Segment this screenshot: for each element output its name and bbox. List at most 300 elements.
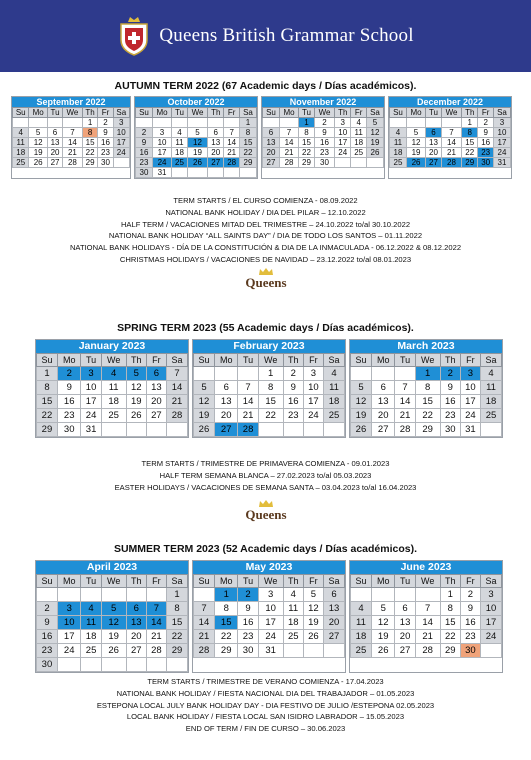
- weekday-header: Mo: [57, 354, 81, 367]
- day-cell: 19: [371, 630, 395, 644]
- day-cell: 10: [258, 602, 283, 616]
- term-note: NATIONAL BANK HOLIDAY “ALL SAINTS DAY” / DIA DE TODO LOS SANTOS – 01.11.2022: [108, 231, 423, 241]
- day-cell: 5: [194, 381, 215, 395]
- day-cell: 6: [47, 128, 62, 138]
- day-cell: 14: [167, 381, 188, 395]
- day-cell: 14: [224, 138, 240, 148]
- day-cell: 16: [238, 616, 258, 630]
- day-cell: 28: [167, 409, 188, 423]
- empty-day-cell: [426, 118, 442, 128]
- day-cell: 23: [37, 644, 58, 658]
- day-cell: 26: [29, 158, 47, 168]
- day-cell: 24: [81, 409, 101, 423]
- term-note: NATIONAL BANK HOLIDAY / DIA DEL PILAR – 12.10.2022: [165, 207, 366, 217]
- day-cell: 4: [81, 602, 101, 616]
- term-note: CHRISTMAS HOLIDAYS / VACACIONES DE NAVIDAD – 23.12.2022 to/al 08.01.2023: [119, 254, 412, 264]
- day-cell: 19: [187, 148, 207, 158]
- day-cell: 6: [426, 128, 442, 138]
- day-cell: 1: [82, 118, 98, 128]
- day-cell: 2: [440, 367, 460, 381]
- empty-day-cell: [395, 367, 415, 381]
- day-cell: 22: [299, 148, 315, 158]
- day-cell: 11: [101, 381, 126, 395]
- day-cell: 10: [335, 128, 351, 138]
- day-cell: 29: [82, 158, 98, 168]
- day-cell: 30: [440, 423, 460, 437]
- day-cell: 12: [406, 138, 425, 148]
- day-cell: 12: [366, 128, 383, 138]
- spring-notes: [0, 458, 531, 493]
- weekday-header: Fr: [303, 575, 323, 588]
- weekday-header: Th: [126, 575, 146, 588]
- weekday-header: Mo: [152, 108, 171, 118]
- day-cell: 25: [351, 148, 367, 158]
- day-cell: 15: [239, 138, 256, 148]
- day-cell: 26: [194, 423, 215, 437]
- weekday-header: Th: [208, 108, 224, 118]
- day-cell: 30: [98, 158, 113, 168]
- day-cell: 27: [324, 630, 345, 644]
- day-cell: 15: [462, 138, 478, 148]
- day-cell: 1: [37, 367, 58, 381]
- day-cell: 24: [152, 158, 171, 168]
- day-cell: 16: [98, 138, 113, 148]
- weekday-header: Sa: [481, 354, 502, 367]
- day-cell: 13: [214, 395, 238, 409]
- empty-day-cell: [481, 423, 502, 437]
- weekday-header: Th: [462, 108, 478, 118]
- day-cell: 4: [13, 128, 29, 138]
- term-note: TERM STARTS / TRIMESTRE DE PRIMAVERA COMIENZA - 09.01.2023: [141, 459, 390, 468]
- day-cell: 20: [426, 148, 442, 158]
- weekday-header: Su: [37, 575, 58, 588]
- empty-day-cell: [57, 588, 81, 602]
- day-cell: 3: [481, 588, 502, 602]
- empty-day-cell: [101, 658, 126, 672]
- month-title: April 2023: [36, 561, 188, 574]
- month-title: June 2023: [350, 561, 502, 574]
- day-cell: 9: [440, 381, 460, 395]
- day-cell: 4: [390, 128, 407, 138]
- day-cell: 28: [63, 158, 83, 168]
- day-cell: 6: [324, 588, 345, 602]
- day-cell: 20: [146, 395, 166, 409]
- spring-calendars: [35, 339, 503, 438]
- empty-day-cell: [47, 118, 62, 128]
- weekday-header: Mo: [371, 354, 395, 367]
- day-cell: 9: [238, 602, 258, 616]
- school-header: [0, 0, 531, 72]
- month-title: October 2022: [135, 97, 257, 107]
- day-cell: 14: [441, 138, 461, 148]
- day-cell: 22: [258, 409, 283, 423]
- day-cell: 25: [172, 158, 188, 168]
- day-cell: 20: [395, 630, 415, 644]
- empty-day-cell: [29, 118, 47, 128]
- weekday-header: Tu: [238, 354, 258, 367]
- day-cell: 24: [258, 630, 283, 644]
- empty-day-cell: [172, 118, 188, 128]
- day-cell: 9: [283, 381, 303, 395]
- empty-day-cell: [208, 168, 224, 178]
- weekday-header: Fr: [98, 108, 113, 118]
- empty-day-cell: [126, 423, 146, 437]
- day-cell: 27: [146, 409, 166, 423]
- month-title: February 2023: [193, 340, 345, 353]
- day-cell: 22: [167, 630, 188, 644]
- day-cell: 5: [371, 602, 395, 616]
- day-cell: 17: [113, 138, 129, 148]
- weekday-header: Tu: [81, 354, 101, 367]
- day-cell: 21: [224, 148, 240, 158]
- empty-day-cell: [224, 118, 240, 128]
- day-cell: 18: [351, 630, 372, 644]
- month-calendar: [11, 96, 131, 179]
- weekday-header: Sa: [481, 575, 502, 588]
- day-cell: 3: [57, 602, 81, 616]
- empty-day-cell: [101, 423, 126, 437]
- day-cell: 24: [481, 630, 502, 644]
- weekday-header: We: [415, 575, 440, 588]
- day-cell: 30: [478, 158, 494, 168]
- empty-day-cell: [37, 588, 58, 602]
- day-cell: 5: [351, 381, 372, 395]
- day-cell: 28: [194, 644, 215, 658]
- weekday-header: Tu: [47, 108, 62, 118]
- day-cell: 26: [303, 630, 323, 644]
- summer-calendars: [35, 560, 503, 673]
- day-cell: 12: [101, 616, 126, 630]
- day-cell: 18: [172, 148, 188, 158]
- day-cell: 14: [279, 138, 298, 148]
- autumn-calendars: [11, 96, 512, 179]
- weekday-header: Sa: [239, 108, 256, 118]
- empty-day-cell: [187, 168, 207, 178]
- weekday-header: Su: [263, 108, 280, 118]
- day-cell: 16: [460, 616, 480, 630]
- day-cell: 4: [283, 588, 303, 602]
- day-cell: 29: [214, 644, 238, 658]
- summer-term-title: SUMMER TERM 2023 (52 Academic days / Días académicos).: [113, 543, 418, 555]
- crown-icon: [258, 500, 274, 508]
- month-title: December 2022: [389, 97, 511, 107]
- day-cell: 6: [395, 602, 415, 616]
- day-cell: 24: [113, 148, 129, 158]
- day-cell: 15: [167, 616, 188, 630]
- day-cell: 11: [351, 616, 372, 630]
- day-cell: 23: [478, 148, 494, 158]
- empty-day-cell: [351, 367, 372, 381]
- empty-day-cell: [303, 423, 323, 437]
- empty-day-cell: [81, 588, 101, 602]
- day-cell: 17: [152, 148, 171, 158]
- day-cell: 21: [395, 409, 415, 423]
- day-cell: 10: [493, 128, 510, 138]
- day-cell: 16: [440, 395, 460, 409]
- day-cell: 29: [415, 423, 440, 437]
- day-cell: 8: [299, 128, 315, 138]
- weekday-header: Th: [82, 108, 98, 118]
- weekday-header: Tu: [238, 575, 258, 588]
- day-cell: 4: [324, 367, 345, 381]
- day-cell: 20: [208, 148, 224, 158]
- day-cell: 12: [29, 138, 47, 148]
- spring-term-title: SPRING TERM 2023 (55 Academic days / Días académicos).: [117, 322, 414, 334]
- day-cell: 23: [136, 158, 153, 168]
- empty-day-cell: [366, 158, 383, 168]
- month-calendar: [192, 339, 346, 438]
- empty-day-cell: [57, 658, 81, 672]
- day-cell: 8: [462, 128, 478, 138]
- term-note: ESTEPONA LOCAL JULY BANK HOLIDAY DAY - DIA FESTIVO DE JULIO /ESTEPONA 02.05.2023: [96, 700, 435, 710]
- day-cell: 4: [351, 118, 367, 128]
- day-cell: 19: [194, 409, 215, 423]
- empty-day-cell: [258, 423, 283, 437]
- day-cell: 15: [82, 138, 98, 148]
- day-cell: 16: [478, 138, 494, 148]
- month-title: September 2022: [12, 97, 130, 107]
- term-note: NATIONAL BANK HOLIDAY / FIESTA NACIONAL DIA DEL TRABAJADOR – 01.05.2023: [116, 688, 415, 698]
- term-note: END OF TERM / FIN DE CURSO – 30.06.2023: [185, 724, 346, 734]
- day-cell: 3: [335, 118, 351, 128]
- weekday-header: Fr: [146, 575, 166, 588]
- school-name: Queens British Grammar School: [159, 25, 414, 46]
- day-cell: 29: [299, 158, 315, 168]
- day-cell: 21: [146, 630, 166, 644]
- day-cell: 15: [258, 395, 283, 409]
- day-cell: 18: [283, 616, 303, 630]
- term-note: HALF TERM SEMANA BLANCA – 27.02.2023 to/al 05.03.2023: [159, 470, 372, 480]
- day-cell: 5: [101, 602, 126, 616]
- day-cell: 14: [194, 616, 215, 630]
- day-cell: 14: [146, 616, 166, 630]
- day-cell: 24: [460, 409, 480, 423]
- day-cell: 1: [415, 367, 440, 381]
- day-cell: 28: [238, 423, 258, 437]
- weekday-header: Mo: [29, 108, 47, 118]
- day-cell: 24: [303, 409, 323, 423]
- weekday-header: Th: [283, 354, 303, 367]
- weekday-header: We: [187, 108, 207, 118]
- empty-day-cell: [239, 168, 256, 178]
- empty-day-cell: [279, 118, 298, 128]
- day-cell: 24: [493, 148, 510, 158]
- day-cell: 28: [279, 158, 298, 168]
- day-cell: 7: [146, 602, 166, 616]
- day-cell: 27: [126, 644, 146, 658]
- day-cell: 26: [101, 644, 126, 658]
- empty-day-cell: [283, 644, 303, 658]
- day-cell: 22: [239, 148, 256, 158]
- queens-logo-word: Queens: [245, 507, 287, 522]
- day-cell: 5: [126, 367, 146, 381]
- day-cell: 9: [460, 602, 480, 616]
- empty-day-cell: [126, 658, 146, 672]
- weekday-header: Tu: [395, 575, 415, 588]
- day-cell: 1: [462, 118, 478, 128]
- day-cell: 26: [351, 423, 372, 437]
- weekday-header: We: [101, 575, 126, 588]
- empty-day-cell: [194, 588, 215, 602]
- month-title: March 2023: [350, 340, 502, 353]
- day-cell: 23: [440, 409, 460, 423]
- weekday-header: Th: [440, 354, 460, 367]
- day-cell: 8: [415, 381, 440, 395]
- empty-day-cell: [481, 644, 502, 658]
- day-cell: 23: [314, 148, 334, 158]
- day-cell: 10: [81, 381, 101, 395]
- weekday-header: Fr: [303, 354, 323, 367]
- weekday-header: We: [258, 575, 283, 588]
- weekday-header: We: [441, 108, 461, 118]
- day-cell: 21: [167, 395, 188, 409]
- empty-day-cell: [167, 658, 188, 672]
- day-cell: 13: [126, 616, 146, 630]
- day-cell: 18: [13, 148, 29, 158]
- day-cell: 17: [258, 616, 283, 630]
- day-cell: 7: [194, 602, 215, 616]
- day-cell: 1: [440, 588, 460, 602]
- day-cell: 11: [390, 138, 407, 148]
- day-cell: 10: [113, 128, 129, 138]
- day-cell: 30: [238, 644, 258, 658]
- month-calendar: [349, 339, 503, 438]
- empty-day-cell: [371, 367, 395, 381]
- day-cell: 8: [37, 381, 58, 395]
- term-note: EASTER HOLIDAYS / VACACIONES DE SEMANA SANTA – 03.04.2023 to/al 16.04.2023: [114, 482, 417, 492]
- day-cell: 10: [57, 616, 81, 630]
- day-cell: 21: [194, 630, 215, 644]
- day-cell: 5: [366, 118, 383, 128]
- day-cell: 13: [146, 381, 166, 395]
- empty-day-cell: [371, 588, 395, 602]
- day-cell: 25: [481, 409, 502, 423]
- empty-day-cell: [13, 118, 29, 128]
- day-cell: 2: [478, 118, 494, 128]
- weekday-header: Mo: [279, 108, 298, 118]
- day-cell: 3: [258, 588, 283, 602]
- day-cell: 26: [366, 148, 383, 158]
- day-cell: 28: [224, 158, 240, 168]
- day-cell: 20: [263, 148, 280, 158]
- day-cell: 23: [57, 409, 81, 423]
- day-cell: 7: [415, 602, 440, 616]
- day-cell: 19: [126, 395, 146, 409]
- day-cell: 8: [258, 381, 283, 395]
- day-cell: 6: [371, 381, 395, 395]
- empty-day-cell: [167, 423, 188, 437]
- day-cell: 5: [406, 128, 425, 138]
- day-cell: 2: [98, 118, 113, 128]
- day-cell: 1: [239, 118, 256, 128]
- weekday-header: Mo: [371, 575, 395, 588]
- day-cell: 30: [57, 423, 81, 437]
- weekday-header: Mo: [214, 354, 238, 367]
- queens-logo: [236, 500, 296, 530]
- empty-day-cell: [441, 118, 461, 128]
- day-cell: 1: [214, 588, 238, 602]
- weekday-header: Th: [126, 354, 146, 367]
- day-cell: 19: [351, 409, 372, 423]
- day-cell: 15: [37, 395, 58, 409]
- day-cell: 2: [136, 128, 153, 138]
- day-cell: 6: [126, 602, 146, 616]
- term-note: TERM STARTS / EL CURSO COMIENZA - 08.09.2022: [173, 196, 358, 205]
- day-cell: 3: [81, 367, 101, 381]
- day-cell: 31: [493, 158, 510, 168]
- day-cell: 31: [152, 168, 171, 178]
- day-cell: 9: [314, 128, 334, 138]
- empty-day-cell: [324, 423, 345, 437]
- weekday-header: Tu: [299, 108, 315, 118]
- weekday-header: Mo: [57, 575, 81, 588]
- day-cell: 4: [481, 367, 502, 381]
- crown-icon: [258, 268, 274, 276]
- weekday-header: Su: [194, 354, 215, 367]
- weekday-header: Su: [37, 354, 58, 367]
- day-cell: 30: [136, 168, 153, 178]
- day-cell: 25: [324, 409, 345, 423]
- term-note: TERM STARTS / TRIMESTRE DE VERANO COMIENZA - 17.04.2023: [147, 677, 384, 686]
- weekday-header: Fr: [460, 354, 480, 367]
- day-cell: 7: [279, 128, 298, 138]
- day-cell: 2: [57, 367, 81, 381]
- day-cell: 22: [37, 409, 58, 423]
- day-cell: 6: [208, 128, 224, 138]
- day-cell: 6: [214, 381, 238, 395]
- day-cell: 22: [82, 148, 98, 158]
- day-cell: 11: [172, 138, 188, 148]
- day-cell: 15: [440, 616, 460, 630]
- month-calendar: [134, 96, 258, 179]
- day-cell: 23: [283, 409, 303, 423]
- month-title: November 2022: [262, 97, 384, 107]
- day-cell: 4: [101, 367, 126, 381]
- day-cell: 2: [283, 367, 303, 381]
- month-calendar: [192, 560, 346, 673]
- day-cell: 12: [194, 395, 215, 409]
- day-cell: 8: [214, 602, 238, 616]
- day-cell: 7: [224, 128, 240, 138]
- empty-day-cell: [208, 118, 224, 128]
- day-cell: 25: [390, 158, 407, 168]
- day-cell: 5: [29, 128, 47, 138]
- empty-day-cell: [146, 588, 166, 602]
- day-cell: 25: [101, 409, 126, 423]
- day-cell: 8: [239, 128, 256, 138]
- day-cell: 12: [351, 395, 372, 409]
- empty-day-cell: [146, 423, 166, 437]
- empty-day-cell: [395, 588, 415, 602]
- empty-day-cell: [324, 644, 345, 658]
- day-cell: 22: [440, 630, 460, 644]
- day-cell: 4: [172, 128, 188, 138]
- day-cell: 18: [481, 395, 502, 409]
- empty-day-cell: [172, 168, 188, 178]
- day-cell: 6: [146, 367, 166, 381]
- weekday-header: Fr: [460, 575, 480, 588]
- weekday-header: Mo: [214, 575, 238, 588]
- day-cell: 20: [47, 148, 62, 158]
- empty-day-cell: [194, 367, 215, 381]
- day-cell: 14: [63, 138, 83, 148]
- day-cell: 17: [81, 395, 101, 409]
- weekday-header: Su: [390, 108, 407, 118]
- day-cell: 13: [208, 138, 224, 148]
- day-cell: 18: [324, 395, 345, 409]
- day-cell: 18: [390, 148, 407, 158]
- day-cell: 29: [37, 423, 58, 437]
